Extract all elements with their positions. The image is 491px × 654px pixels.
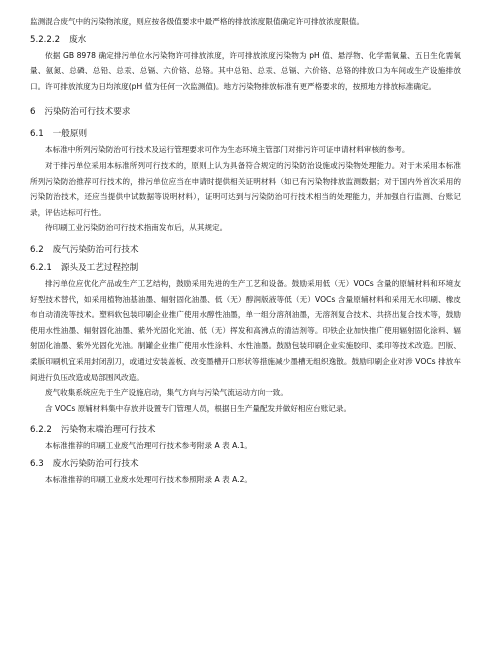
general-principle-paragraph-2: 对于排污单位采用本标准所列可行技术的，原则上认为具备符合规定的污染防治设施或污染物处理能力。对于未采用本标准所列污染防治推荐可行技术的，排污单位应当在申请时提供相关证明材料（如已有污染物排放监测数据；对于国内外首次采用的污染防治技术，还应当提供中试数据等说明材料），证明可达到与污染防治可行技术相当的处理能力，并加强自行监测、台账记录，评估达标可行性。: [30, 160, 461, 217]
heading-6-2: [30, 243, 461, 258]
source-control-paragraph-1: 排污单位应优化产品或生产工艺结构，鼓励采用先进的生产工艺和设备。鼓励采用低（无）VOCs 含量的原辅材料和环境友好型技术替代，如采用植物油基油墨、辐射固化油墨、低（无）醇润版液等低（无）VOCs 含量原辅材料和采用无水印刷、橡皮布自动清洗等技术。塑料软包装印刷企业推广使用水醇性油墨，单一组分溶剂油墨，无溶剂复合技术、共挤出复合技术等，鼓励使用水性油墨、辐射固化油墨、紫外光固化光油、低（无）挥发和高沸点的清洁剂等。印铁企业加快推广使用辐射固化涂料、辐射固化油墨、紫外光固化光油。制罐企业推广使用水性涂料、水性油墨。鼓励包装印刷企业实施胶印、柔印等技术改造。凹版、柔版印刷机宜采用封闭刮刀，或通过安装盖板、改变墨槽开口形状等措施减少墨槽无组织逸散。鼓励印刷企业对涉 VOCs 排放车间进行负压改造或局部围风改造。: [30, 278, 461, 382]
section-title: 废水: [69, 34, 87, 45]
section-number: 6.2: [30, 244, 44, 255]
section-number: 5.2.2.2: [30, 34, 61, 45]
general-principle-paragraph-1: 本标准中所列污染防治可行技术及运行管理要求可作为生态环境主管部门对排污许可证申请材料审核的参考。: [45, 145, 410, 155]
general-principle-paragraph-3: 待印刷工业污染防治可行技术指南发布后，从其规定。: [45, 223, 228, 233]
section-title: 废气污染防治可行技术: [52, 244, 139, 255]
end-treatment-paragraph: 本标准推荐的印刷工业废气治理可行技术参考附录 A 表 A.1。: [45, 441, 252, 451]
section-title: 废水污染防治可行技术: [52, 458, 139, 469]
heading-6: [30, 105, 461, 120]
section-number: 6.1: [30, 129, 44, 140]
section-title: 污染物末端治理可行技术: [60, 425, 156, 436]
heading-5-2-2-2: [30, 33, 461, 48]
source-control-paragraph-2: 废气收集系统应先于生产设施启动，集气方向与污染气流运动方向一致。: [45, 388, 288, 398]
wastewater-technique-paragraph: 本标准推荐的印刷工业废水处理可行技术参照附录 A 表 A.2。: [45, 474, 252, 484]
section-title: 源头及工艺过程控制: [60, 262, 139, 273]
heading-6-2-2: [30, 423, 461, 438]
section-number: 6.3: [30, 458, 44, 469]
section-number: 6.2.2: [30, 425, 52, 436]
heading-6-2-1: [30, 261, 461, 276]
heading-6-3: [30, 457, 461, 472]
heading-6-1: [30, 127, 461, 142]
wastewater-paragraph: 依据 GB 8978 确定排污单位水污染物许可排放浓度，许可排放浓度污染物为 pH 值、悬浮物、化学需氧量、五日生化需氧量、氨氮、总磷、总铅、总汞、总镉、六价铬、总铬。其中总铅、总汞、总镉、六价铬、总铬的排放口为车间或生产设施排放口。许可排放浓度为日均浓度(pH 值为任何一次监测值)。地方污染物排放标准有更严格要求的，按照地方排放标准确定。: [30, 50, 461, 91]
top-paragraph: 监测混合废气中的污染物浓度，则应按各级值要求中最严格的排放浓度限值确定许可排放浓度限值。: [30, 17, 365, 26]
section-title: 一般原则: [52, 129, 88, 140]
section-title: 污染防治可行技术要求: [44, 107, 131, 118]
source-control-paragraph-3: 含 VOCs 原辅材料集中存放并设置专门管理人员，根据日生产量配发并做好相应台账记录。: [45, 403, 352, 413]
section-number: 6: [30, 107, 36, 118]
section-number: 6.2.1: [30, 262, 52, 273]
